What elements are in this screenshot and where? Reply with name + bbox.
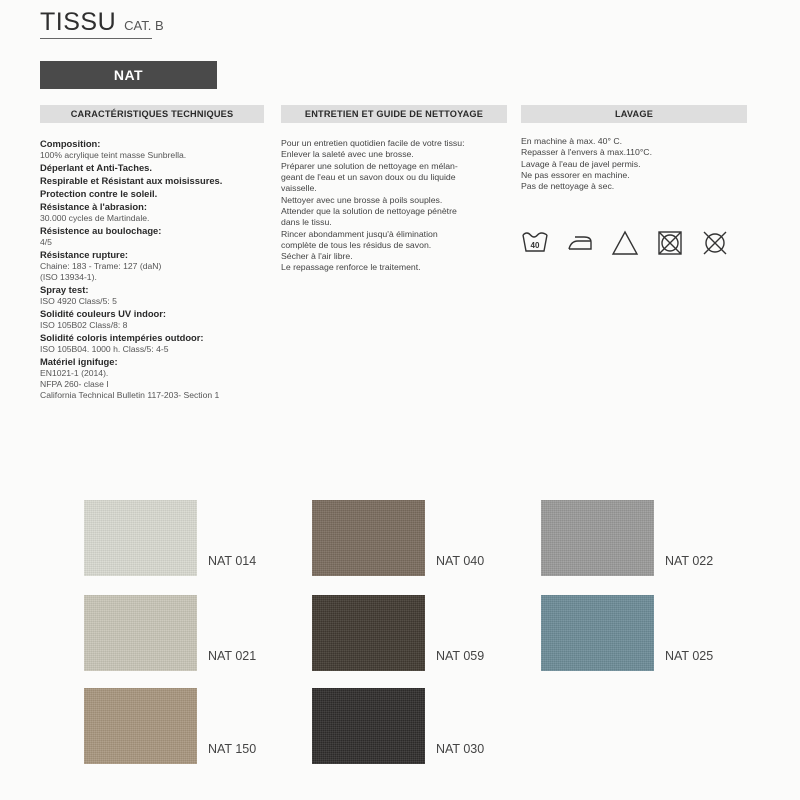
cleaning-line: Attender que la solution de nettoyage pénètre: [281, 205, 457, 216]
no-tumble-dry-icon: [656, 229, 684, 257]
spec-value: ISO 105B02 Class/8: 8: [40, 320, 128, 331]
category-label: CAT. B: [124, 18, 164, 33]
cleaning-line: Le repassage renforce le traitement.: [281, 262, 421, 273]
fabric-swatch[interactable]: [312, 688, 425, 764]
page-title: TISSU: [40, 8, 117, 36]
technical-specs: [40, 137, 280, 401]
cleaning-line: Rincer abondamment jusqu'à élimination: [281, 228, 438, 239]
fabric-swatch[interactable]: [541, 595, 654, 671]
swatch-label: NAT 040: [436, 554, 485, 568]
specs-heading: CARACTÉRISTIQUES TECHNIQUES: [40, 105, 264, 123]
spec-value: NFPA 260- clase I: [40, 379, 109, 390]
spec-title: Solidité couleurs UV indoor:: [40, 308, 167, 320]
washing-heading: LAVAGE: [521, 105, 747, 123]
cleaning-line: Pour un entretien quotidien facile de votre tissu:: [281, 138, 465, 148]
spec-title: Résistance rupture:: [40, 249, 129, 261]
washing-line: Ne pas essorer en machine.: [521, 169, 630, 180]
spec-value: 4/5: [40, 237, 52, 248]
fabric-swatch[interactable]: [541, 500, 654, 576]
spec-value: EN1021-1 (2014).: [40, 368, 109, 379]
spec-title: Résistence au boulochage:: [40, 225, 162, 237]
care-symbols: [521, 229, 729, 257]
cleaning-line: geant de l'eau et un savon doux ou du liquide: [281, 171, 456, 182]
spec-value: ISO 105B04. 1000 h. Class/5: 4-5: [40, 344, 169, 355]
spec-title: Déperlant et Anti-Taches.: [40, 162, 152, 174]
spec-value: ISO 4920 Class/5: 5: [40, 296, 117, 307]
title-underline: [40, 38, 152, 39]
fabric-swatch[interactable]: [312, 595, 425, 671]
fabric-swatch[interactable]: [84, 688, 197, 764]
swatch-label: NAT 014: [208, 554, 257, 568]
cleaning-line: dans le tissu.: [281, 217, 332, 228]
spec-title: Matériel ignifuge:: [40, 356, 118, 368]
spec-value: California Technical Bulletin 117-203- Section 1: [40, 390, 220, 401]
spec-value: Chaine: 183 - Trame: 127 (daN): [40, 261, 162, 272]
washing-line: Pas de nettoyage à sec.: [521, 181, 615, 192]
page-header: [40, 8, 164, 37]
cleaning-line: Enlever la saleté avec une brosse.: [281, 149, 414, 160]
washing-instructions: [521, 136, 747, 193]
fabric-swatch[interactable]: [84, 595, 197, 671]
cleaning-line: vaisselle.: [281, 183, 317, 194]
wash-temperature: 40: [530, 241, 540, 250]
washing-line: Lavage à l'eau de javel permis.: [521, 158, 641, 169]
swatch-label: NAT 025: [665, 649, 714, 663]
washing-line: Repasser à l'envers à max.110°C.: [521, 147, 652, 158]
cleaning-line: Nettoyer avec une brosse à poils souples.: [281, 194, 443, 205]
spec-title: Respirable et Résistant aux moisissures.: [40, 175, 223, 187]
spec-value: 100% acrylique teint masse Sunbrella.: [40, 150, 187, 161]
swatch-label: NAT 030: [436, 742, 485, 756]
cleaning-line: Sécher à l'air libre.: [281, 251, 353, 262]
cleaning-guide: [281, 138, 507, 274]
swatch-label: NAT 021: [208, 649, 257, 663]
fabric-swatch[interactable]: [84, 500, 197, 576]
cleaning-heading: ENTRETIEN ET GUIDE DE NETTOYAGE: [281, 105, 507, 123]
washing-line: En machine à max. 40° C.: [521, 136, 623, 146]
cleaning-line: Préparer une solution de nettoyage en mélan-: [281, 160, 458, 171]
spec-title: Spray test:: [40, 284, 89, 296]
swatch-label: NAT 150: [208, 742, 257, 756]
wash-40-icon: [521, 229, 549, 257]
no-dry-clean-icon: [701, 229, 729, 257]
swatch-label: NAT 059: [436, 649, 485, 663]
spec-title: Résistance à l'abrasion:: [40, 201, 147, 213]
title-group: [40, 8, 164, 37]
collection-banner: NAT: [40, 61, 217, 89]
swatch-label: NAT 022: [665, 554, 714, 568]
spec-value: (ISO 13934-1).: [40, 272, 97, 283]
spec-title: Protection contre le soleil.: [40, 188, 158, 200]
fabric-swatch[interactable]: [312, 500, 425, 576]
spec-title: Composition:: [40, 138, 101, 149]
iron-icon: [566, 229, 594, 257]
spec-title: Solidité coloris intempéries outdoor:: [40, 332, 204, 344]
spec-value: 30.000 cycles de Martindale.: [40, 213, 150, 224]
bleach-allowed-icon: [611, 229, 639, 257]
cleaning-line: complète de tous les résidus de savon.: [281, 239, 432, 250]
